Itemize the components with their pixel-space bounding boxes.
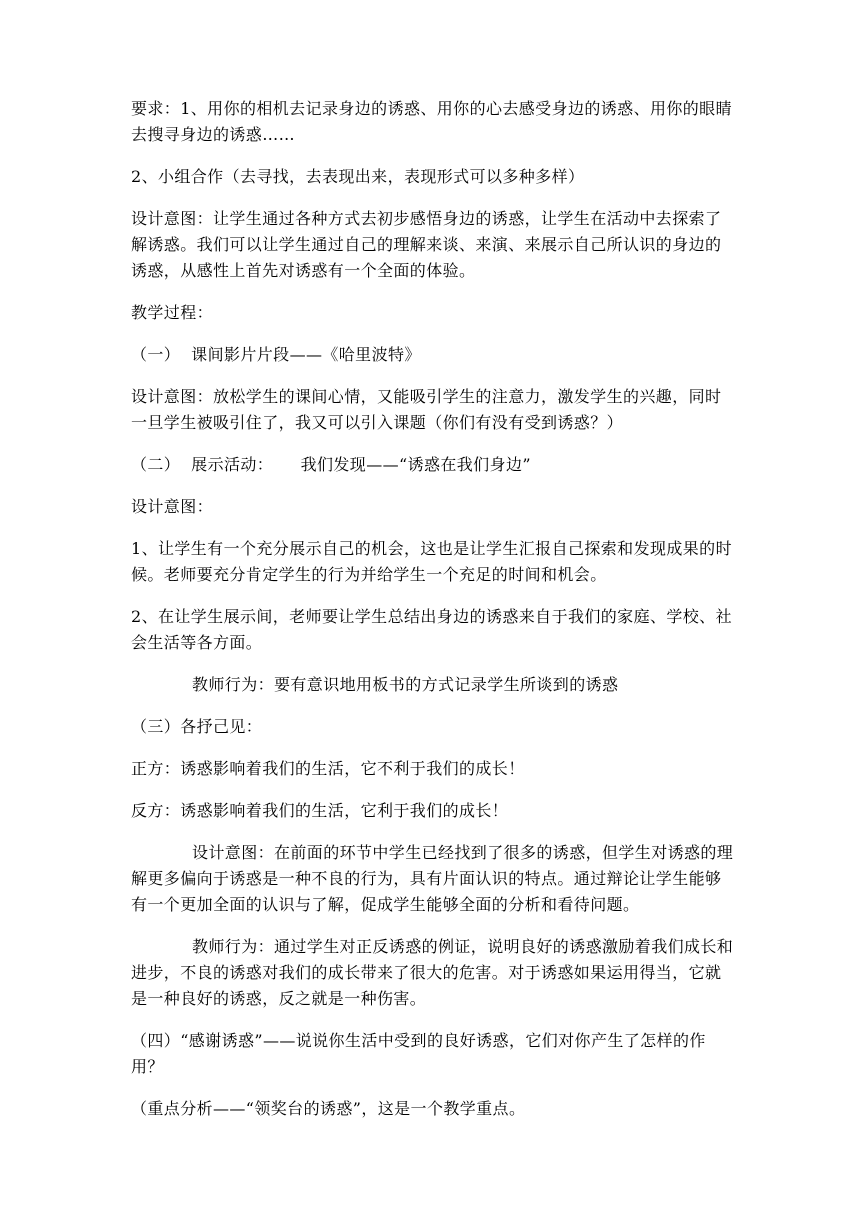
design-intent-paragraph: 设计意图：让学生通过各种方式去初步感悟身边的诱惑，让学生在活动中去探索了解诱惑。我们可以让学生通过自己的理解来谈、来演、来展示自己所认识的身边的诱惑，从感性上首先对诱惑有一个全面的体验。 bbox=[131, 209, 722, 280]
negative-side: 反方：诱惑影响着我们的生活，它利于我们的成长！ bbox=[131, 801, 509, 820]
section-three-heading: （三）各抒己见： bbox=[131, 717, 263, 736]
section-one-heading: （一） 课间影片片段——《哈里波特》 bbox=[131, 345, 421, 364]
document-body bbox=[131, 96, 737, 1138]
design-intent-heading: 设计意图： bbox=[131, 497, 214, 516]
intent-item-1: 1、让学生有一个充分展示自己的机会，这也是让学生汇报自己探索和发现成果的时候。老师要充分肯定学生的行为并给学生一个充足的时间和机会。 bbox=[131, 539, 732, 584]
key-analysis-paragraph: （重点分析——“领奖台的诱惑”，这是一个教学重点。 bbox=[131, 1099, 526, 1118]
requirement-paragraph: 要求：1、用你的相机去记录身边的诱惑、用你的心去感受身边的诱惑、用你的眼睛去搜寻身边的诱惑…… bbox=[131, 99, 732, 144]
section-two-heading: （二） 展示活动： 我们发现——“诱惑在我们身边” bbox=[131, 455, 531, 474]
design-intent-paragraph: 设计意图：在前面的环节中学生已经找到了很多的诱惑，但学生对诱惑的理解更多偏向于诱惑是一种不良的行为，具有片面认识的特点。通过辩论让学生能够有一个更加全面的认识与了解，促成学生能够全面的分析和看待问题。 bbox=[131, 843, 734, 914]
teaching-process-heading: 教学过程： bbox=[131, 303, 214, 322]
teacher-action-paragraph: 教师行为：通过学生对正反诱惑的例证，说明良好的诱惑激励着我们成长和进步，不良的诱惑对我们的成长带来了很大的危害。对于诱惑如果运用得当，它就是一种良好的诱惑，反之就是一种伤害。 bbox=[131, 937, 734, 1008]
affirmative-side: 正方：诱惑影响着我们的生活，它不利于我们的成长！ bbox=[131, 759, 525, 778]
group-cooperation-paragraph: 2、小组合作（去寻找，去表现出来，表现形式可以多种多样） bbox=[131, 167, 585, 186]
section-four-heading: （四）“感谢诱惑”——说说你生活中受到的良好诱惑，它们对你产生了怎样的作用？ bbox=[131, 1031, 706, 1076]
intent-item-2: 2、在让学生展示间，老师要让学生总结出身边的诱惑来自于我们的家庭、学校、社会生活等各方面。 bbox=[131, 607, 732, 652]
design-intent-paragraph: 设计意图：放松学生的课间心情，又能吸引学生的注意力，激发学生的兴趣，同时一旦学生被吸引住了，我又可以引入课题（你们有没有受到诱惑？） bbox=[131, 387, 722, 432]
teacher-action-paragraph: 教师行为：要有意识地用板书的方式记录学生所谈到的诱惑 bbox=[192, 675, 619, 694]
